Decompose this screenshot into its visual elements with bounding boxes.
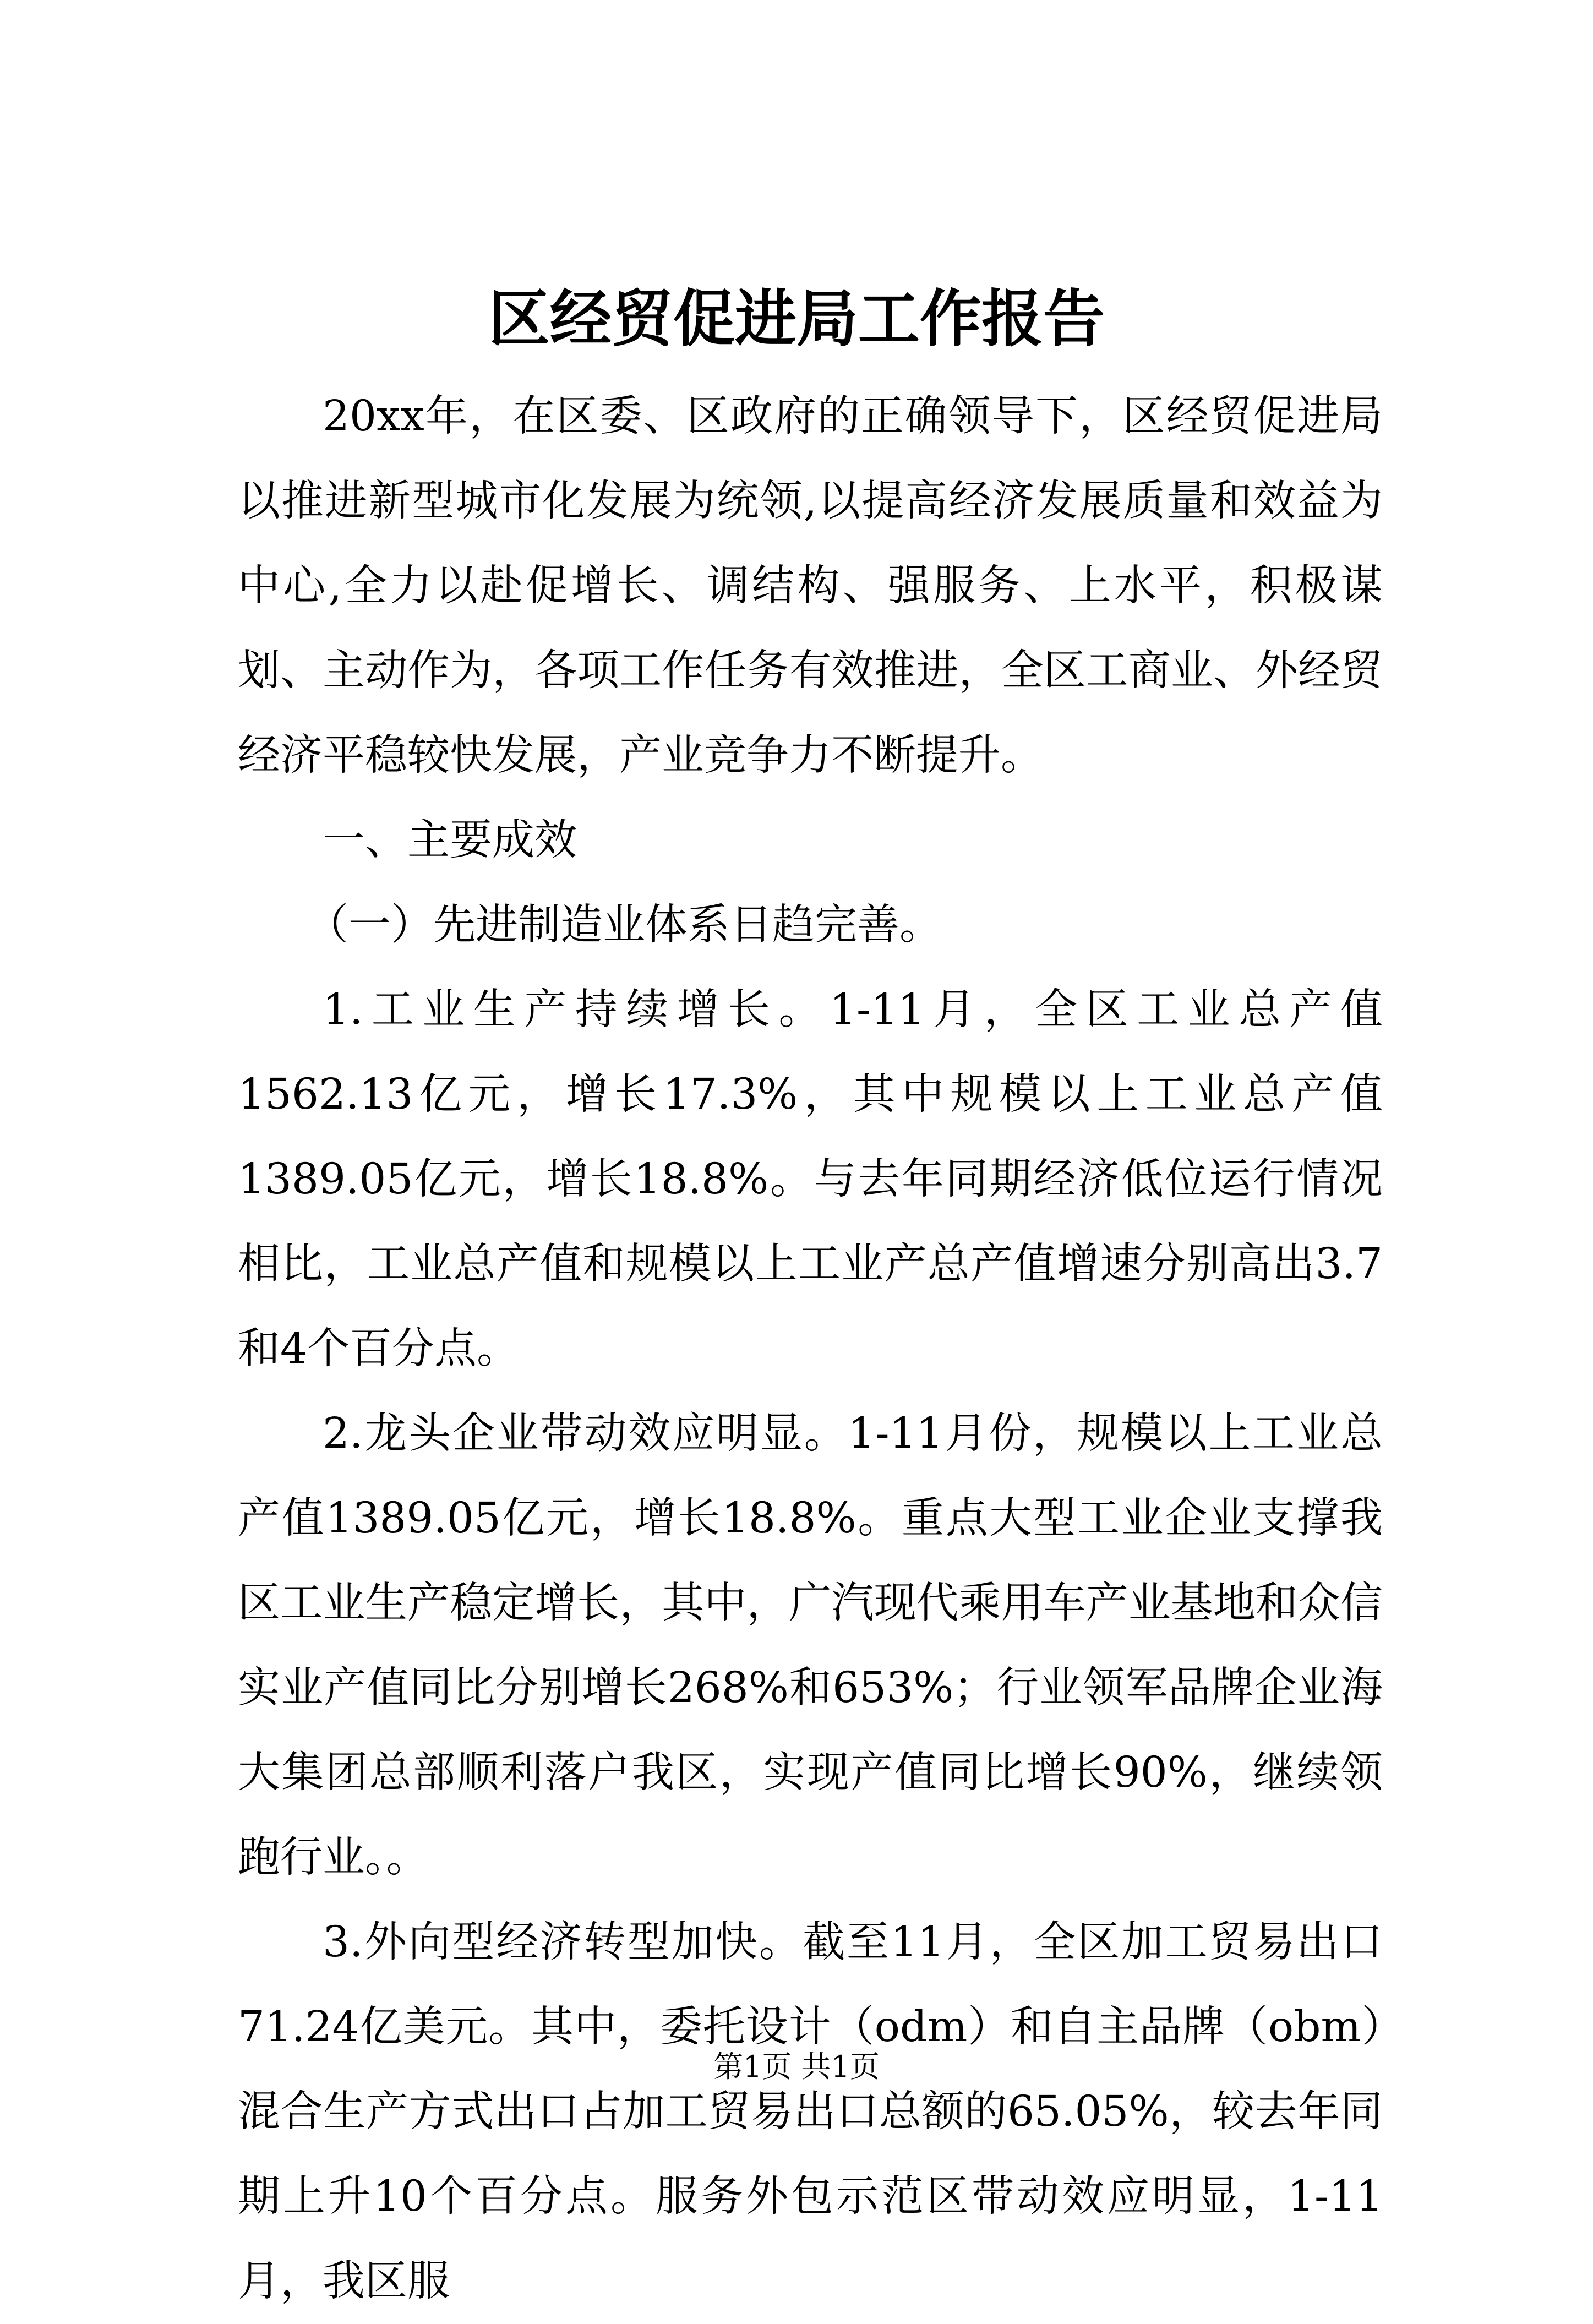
document-title: 区经贸促进局工作报告 [488,283,1105,355]
section-heading: 一、主要成效 [323,816,577,865]
paragraph-leading-enterprises: 2.龙头企业带动效应明显。1-11月份，规模以上工业总产值1389.05亿元，增长18.8%。重点大型工业企业支撑我区工业生产稳定增长，其中，广汽现代乘用车产业基地和众信实业产值同比分别增长268%和653%；行业领军品牌企业海大集团总部顺利落户我区，实现产值同比增长90%，继续领跑行业。。 [238,1409,1383,1882]
paragraph-export-economy: 3.外向型经济转型加快。截至11月，全区加工贸易出口71.24亿美元。其中，委托设计（odm）和自主品牌（obm）混合生产方式出口占加工贸易出口总额的65.05%，较去年同期上升10个百分点。服务外包示范区带动效应明显，1-11月，我区服 [238,1918,1383,2306]
subsection-heading: （一）先进制造业体系日趋完善。 [306,901,942,950]
page-footer: 第1页 共1页 [713,2049,880,2084]
paragraph-industrial-growth: 1.工业生产持续增长。1-11月，全区工业总产值1562.13亿元，增长17.3%，其中规模以上工业总产值1389.05亿元，增长18.8%。与去年同期经济低位运行情况相比，工业总产值和规模以上工业产总产值增速分别高出3.7和4个百分点。 [238,985,1383,1373]
document-body [238,374,1383,2324]
intro-paragraph: 20xx年，在区委、区政府的正确领导下，区经贸促进局以推进新型城市化发展为统领,以提高经济发展质量和效益为中心,全力以赴促增长、调结构、强服务、上水平，积极谋划、主动作为，各项工作任务有效推进，全区工商业、外经贸经济平稳较快发展，产业竞争力不断提升。 [238,392,1383,780]
